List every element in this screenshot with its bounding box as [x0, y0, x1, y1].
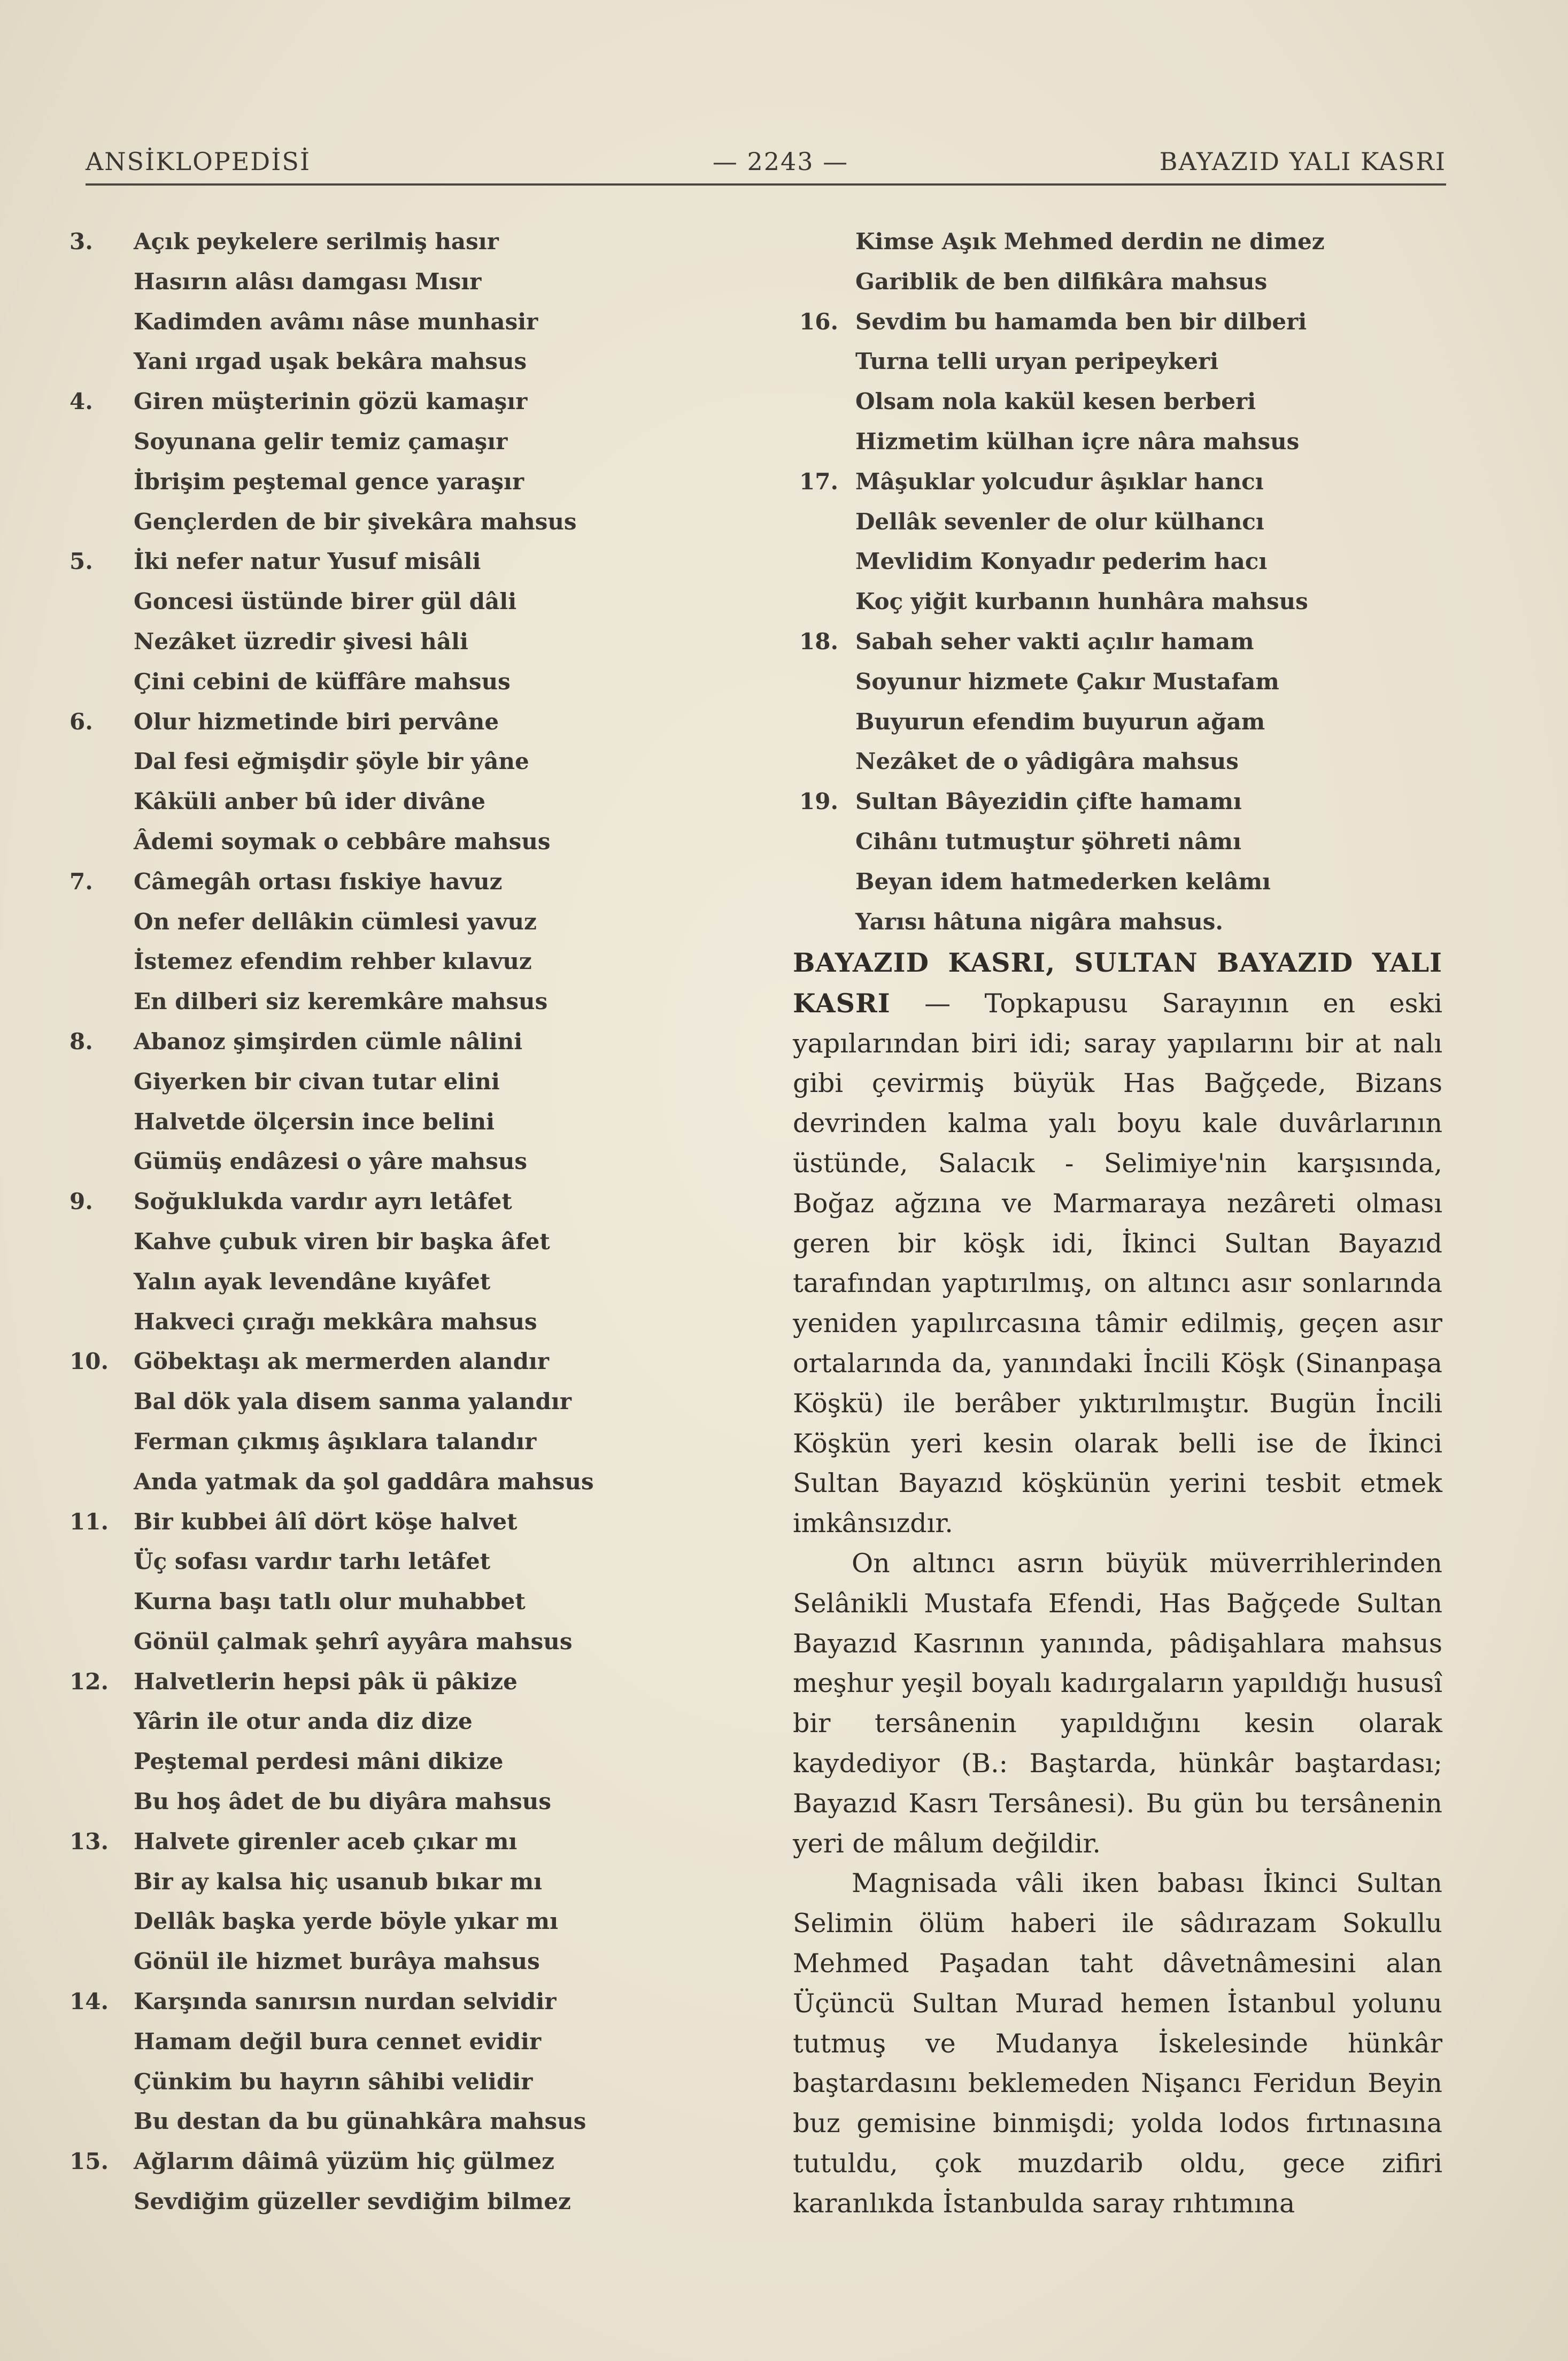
verse-text: Mevlidim Konyadır pederim hacı [855, 548, 1268, 575]
verse-line [69, 342, 732, 382]
verse-text: Câmegâh ortası fıskiye havuz [134, 868, 503, 895]
verse-text: Dellâk sevenler de olur külhancı [855, 508, 1264, 535]
verse-text: Bir ay kalsa hiç usanub bıkar mı [134, 1868, 543, 1895]
verse-line [69, 2182, 732, 2222]
verse-line [69, 702, 732, 742]
article-paragraph-1-text: — Topkapusu Sarayının en eski yapılarından biri idi; saray yapılarını bir at nalı gibi çevirmiş büyük Has Bağçede, Bizans devrinden kalma yalı boyu kale duvârlarının üstünde, Salacık - Selimiye'nin karşısında, Boğaz ağzına ve Marmaraya nezâreti olması geren bir köşk idi, İkinci Sultan Bayazıd tarafından yaptırılmış, on altıncı asır sonlarında yeniden yapılırcasına tâmir edilmiş, geçen asır ortalarında da, yanındaki İncili Köşk (Sinanpaşa Köşkü) ile berâber yıktırılmıştır. Bugün İncili Köşkün yeri kesin olarak belli ise de İkinci Sultan Bayazıd köşkünün yerini tesbit etmek imkânsızdır. [793, 988, 1442, 1539]
verse-line [791, 742, 1443, 782]
stanza-number: 12. [69, 1668, 109, 1695]
article-title: BAYAZID KASRI, SULTAN BAYAZID YALI KASRI [793, 947, 1442, 1019]
article-paragraph-3: Magnisada vâli iken babası İkinci Sultan Selimin ölüm haberi ile sâdırazam Sokullu Mehmed Paşadan taht dâvetnâmesini alan Üçüncü Sultan Murad hemen İstanbul yolunu tutmuş ve Mudanya İskelesinde hünkâr baştardasını beklemeden Nişancı Feridun Beyin buz gemisine binmişdi; yolda lodos fırtınasına tutuldu, çok muzdarib oldu, gece zifiri karanlıkda İstanbulda saray rıhtımına [793, 1868, 1442, 2219]
verse-line [69, 982, 732, 1022]
verse-text: Çini cebini de küffâre mahsus [134, 668, 511, 695]
header-right: BAYAZID YALI KASRI [1159, 147, 1446, 176]
verse-line [69, 1622, 732, 1662]
verse-line [69, 1742, 732, 1782]
verse-line [791, 582, 1443, 622]
verse-line [69, 1582, 732, 1622]
verse-line [69, 1062, 732, 1102]
verse-line [791, 862, 1443, 902]
verse-text: Bu destan da bu günahkâra mahsus [134, 2108, 586, 2135]
right-column-verses [791, 222, 1443, 942]
verse-text: Giren müşterinin gözü kamaşır [134, 388, 528, 415]
verse-text: Beyan idem hatmederken kelâmı [855, 868, 1271, 895]
verse-line [69, 2142, 732, 2182]
article-paragraph-2: On altıncı asrın büyük müverrihlerinden Selânikli Mustafa Efendi, Has Bağçede Sultan Bayazıd Kasrının yanında, pâdişahlara mahsus meşhur yeşil boyalı kadırgaların yapıldığı hususî bir tersânenin yapıldığını kesin olarak kaydediyor (B.: Baştarda, hünkâr baştardası; Bayazıd Kasrı Tersânesi). Bu gün bu tersânenin yeri de mâlum değildir. [793, 1548, 1442, 1859]
verse-text: Cihânı tutmuştur şöhreti nâmı [855, 828, 1242, 855]
verse-line [791, 662, 1443, 702]
verse-text: Hasırın alâsı damgası Mısır [134, 268, 482, 295]
verse-line [69, 582, 732, 622]
verse-text: Kurna başı tatlı olur muhabbet [134, 1588, 526, 1615]
verse-line [69, 822, 732, 862]
verse-text: Soyunur hizmete Çakır Mustafam [855, 668, 1279, 695]
verse-line [69, 542, 732, 582]
verse-line [69, 1782, 732, 1822]
verse-line [69, 2062, 732, 2102]
verse-text: Ferman çıkmış âşıklara talandır [134, 1428, 537, 1455]
verse-text: Gümüş endâzesi o yâre mahsus [134, 1148, 528, 1175]
verse-line [791, 542, 1443, 582]
verse-text: Açık peykelere serilmiş hasır [134, 228, 499, 255]
verse-text: Sultan Bâyezidin çifte hamamı [855, 788, 1242, 815]
verse-text: Hizmetim külhan içre nâra mahsus [855, 428, 1300, 455]
verse-line [69, 1422, 732, 1462]
verse-text: Bu hoş âdet de bu diyâra mahsus [134, 1788, 551, 1815]
stanza-number: 3. [69, 228, 93, 255]
stanza-number: 14. [69, 1988, 109, 2015]
verse-line [69, 1022, 732, 1062]
verse-line [791, 502, 1443, 542]
verse-line [69, 1342, 732, 1382]
verse-line [69, 262, 732, 302]
verse-text: Turna telli uryan peripeykeri [855, 348, 1219, 375]
verse-text: Çünkim bu hayrın sâhibi velidir [134, 2068, 533, 2095]
verse-line [69, 622, 732, 662]
stanza-number: 17. [799, 468, 839, 495]
verse-line [69, 1822, 732, 1862]
verse-text: Ağlarım dâimâ yüzüm hiç gülmez [134, 2148, 555, 2175]
stanza-number: 6. [69, 708, 93, 735]
stanza-number: 7. [69, 868, 93, 895]
verse-line [69, 1142, 732, 1182]
verse-text: Kadimden avâmı nâse munhasir [134, 308, 538, 335]
verse-line [69, 1862, 732, 1902]
verse-line [791, 622, 1443, 662]
stanza-number: 9. [69, 1188, 93, 1215]
verse-line [69, 1902, 732, 1942]
verse-line [69, 1462, 732, 1502]
verse-line [791, 302, 1443, 342]
verse-line [69, 462, 732, 502]
stanza-number: 19. [799, 788, 839, 815]
verse-text: Peştemal perdesi mâni dikize [134, 1748, 504, 1775]
verse-text: Göbektaşı ak mermerden alandır [134, 1348, 550, 1375]
verse-text: Buyurun efendim buyurun ağam [855, 708, 1265, 735]
verse-line [69, 862, 732, 902]
header-rule [86, 183, 1446, 186]
verse-text: Gençlerden de bir şivekâra mahsus [134, 508, 577, 535]
verse-line [69, 942, 732, 982]
verse-line [791, 382, 1443, 422]
verse-text: Bir kubbei âlî dört köşe halvet [134, 1508, 517, 1535]
verse-text: Dal fesi eğmişdir şöyle bir yâne [134, 748, 529, 775]
verse-text: Sabah seher vakti açılır hamam [855, 628, 1254, 655]
verse-line [791, 342, 1443, 382]
verse-line [69, 1102, 732, 1142]
stanza-number: 5. [69, 548, 93, 575]
verse-text: Kâküli anber bû ider divâne [134, 788, 485, 815]
verse-text: Sevdiğim güzeller sevdiğim bilmez [134, 2188, 571, 2215]
stanza-number: 10. [69, 1348, 109, 1375]
verse-line [69, 1702, 732, 1742]
verse-text: Yarısı hâtuna nigâra mahsus. [855, 908, 1223, 935]
verse-line [69, 1222, 732, 1262]
verse-line [69, 1502, 732, 1542]
verse-line [69, 1302, 732, 1342]
stanza-number: 18. [799, 628, 839, 655]
verse-text: Mâşuklar yolcudur âşıklar hancı [855, 468, 1264, 495]
verse-line [791, 422, 1443, 462]
page-number: — 2243 — [712, 147, 849, 176]
verse-line [791, 902, 1443, 942]
verse-text: Gönül çalmak şehrî ayyâra mahsus [134, 1628, 573, 1655]
stanza-number: 16. [799, 308, 839, 335]
verse-text: Yalın ayak levendâne kıyâfet [134, 1268, 491, 1295]
verse-text: En dilberi siz keremkâre mahsus [134, 988, 548, 1015]
article-paragraph-1 [793, 943, 1442, 1544]
verse-line [69, 1982, 732, 2022]
verse-line [69, 742, 732, 782]
verse-text: Olsam nola kakül kesen berberi [855, 388, 1256, 415]
verse-text: Kahve çubuk viren bir başka âfet [134, 1228, 550, 1255]
verse-line [69, 502, 732, 542]
verse-text: Nezâket de o yâdigâra mahsus [855, 748, 1239, 775]
verse-text: Nezâket üzredir şivesi hâli [134, 628, 468, 655]
verse-text: Halvete girenler aceb çıkar mı [134, 1828, 517, 1855]
running-header [86, 136, 1446, 190]
stanza-number: 4. [69, 388, 93, 415]
verse-text: Giyerken bir civan tutar elini [134, 1068, 500, 1095]
stanza-number: 15. [69, 2148, 109, 2175]
verse-text: On nefer dellâkin cümlesi yavuz [134, 908, 537, 935]
verse-line [69, 902, 732, 942]
verse-text: Goncesi üstünde birer gül dâli [134, 588, 517, 615]
verse-line [791, 222, 1443, 262]
verse-text: Soğuklukda vardır ayrı letâfet [134, 1188, 512, 1215]
stanza-number: 8. [69, 1028, 93, 1055]
verse-text: Bal dök yala disem sanma yalandır [134, 1388, 571, 1415]
header-left: ANSİKLOPEDİSİ [86, 147, 311, 176]
verse-line [69, 2022, 732, 2062]
verse-text: Sevdim bu hamamda ben bir dilberi [855, 308, 1307, 335]
stanza-number: 11. [69, 1508, 109, 1535]
verse-text: Koç yiğit kurbanın hunhâra mahsus [855, 588, 1308, 615]
verse-text: İbrişim peştemal gence yaraşır [134, 468, 524, 495]
verse-text: Yani ırgad uşak bekâra mahsus [134, 348, 527, 375]
verse-line [69, 1382, 732, 1422]
verse-text: Yârin ile otur anda diz dize [134, 1708, 473, 1735]
verse-text: Hakveci çırağı mekkâra mahsus [134, 1308, 537, 1335]
verse-text: İstemez efendim rehber kılavuz [134, 948, 532, 975]
verse-line [791, 702, 1443, 742]
verse-line [69, 382, 732, 422]
verse-text: Abanoz şimşirden cümle nâlini [134, 1028, 523, 1055]
verse-line [791, 262, 1443, 302]
verse-text: İki nefer natur Yusuf misâli [134, 548, 481, 575]
verse-text: Gönül ile hizmet burâya mahsus [134, 1948, 540, 1975]
verse-text: Karşında sanırsın nurdan selvidir [134, 1988, 557, 2015]
verse-line [69, 1262, 732, 1302]
verse-line [791, 782, 1443, 822]
verse-line [791, 822, 1443, 862]
verse-text: Hamam değil bura cennet evidir [134, 2028, 542, 2055]
verse-text: Soyunana gelir temiz çamaşır [134, 428, 508, 455]
verse-text: Halvetde ölçersin ince belini [134, 1108, 495, 1135]
verse-text: Anda yatmak da şol gaddâra mahsus [134, 1468, 594, 1495]
verse-text: Dellâk başka yerde böyle yıkar mı [134, 1908, 559, 1935]
verse-line [69, 662, 732, 702]
verse-line [69, 2102, 732, 2142]
left-column-verses [69, 222, 732, 2222]
verse-text: Olur hizmetinde biri pervâne [134, 708, 499, 735]
stanza-number: 13. [69, 1828, 109, 1855]
verse-line [69, 1182, 732, 1222]
verse-line [69, 1542, 732, 1582]
verse-line [69, 1662, 732, 1702]
verse-text: Kimse Aşık Mehmed derdin ne dimez [855, 228, 1325, 255]
verse-text: Gariblik de ben dilfikâra mahsus [855, 268, 1268, 295]
verse-line [69, 422, 732, 462]
verse-line [791, 462, 1443, 502]
article-body [793, 943, 1442, 2224]
verse-text: Âdemi soymak o cebbâre mahsus [134, 828, 551, 855]
verse-text: Halvetlerin hepsi pâk ü pâkize [134, 1668, 517, 1695]
verse-line [69, 782, 732, 822]
verse-line [69, 1942, 732, 1982]
verse-line [69, 222, 732, 262]
verse-line [69, 302, 732, 342]
verse-text: Üç sofası vardır tarhı letâfet [134, 1548, 491, 1575]
